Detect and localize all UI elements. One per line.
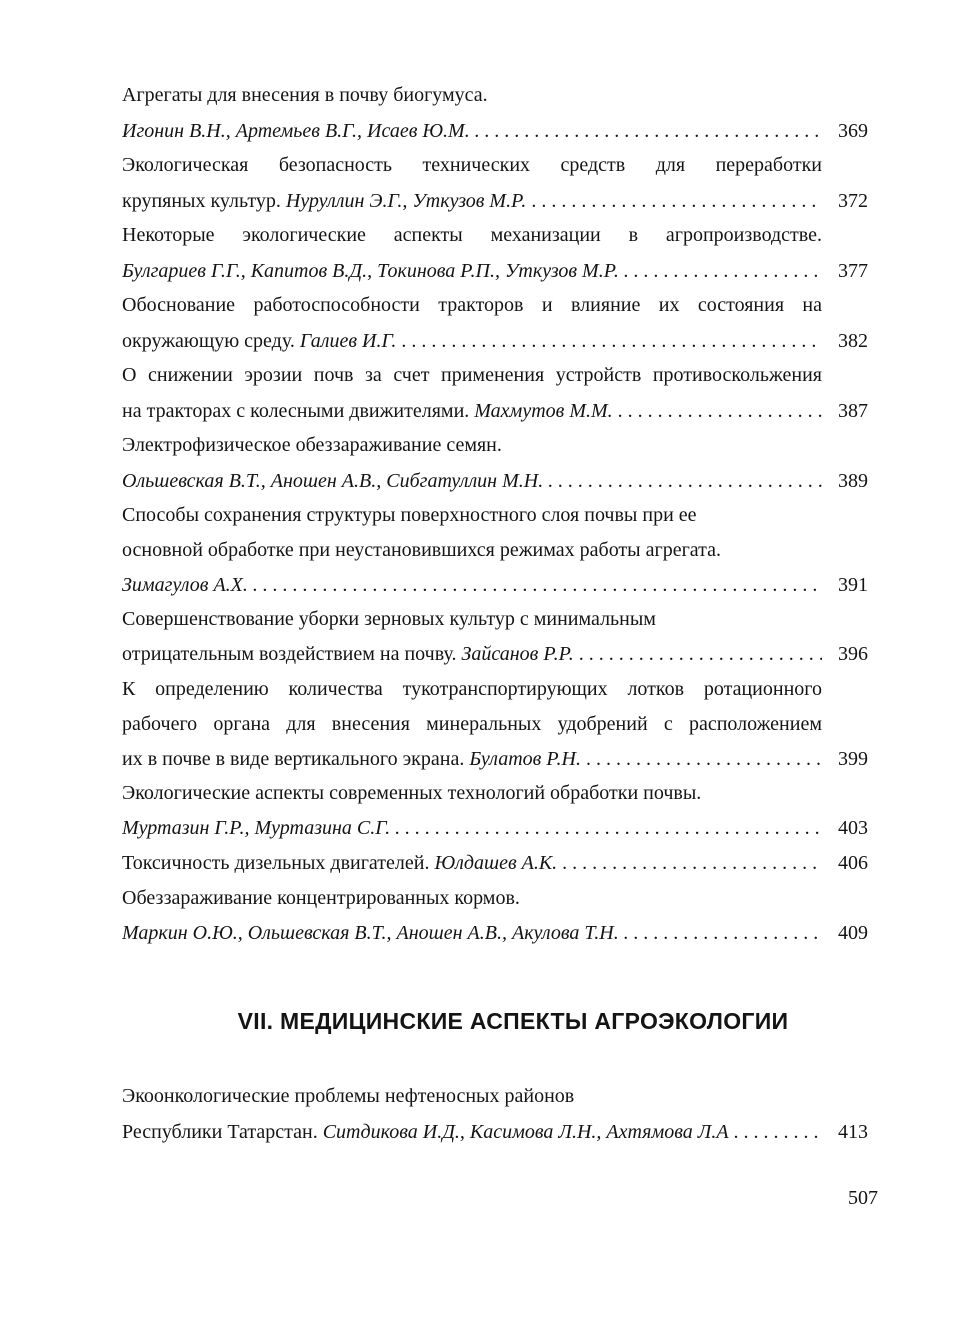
toc-entry-title: основной обработке при неустановившихся режимах работы агрегата. <box>122 539 721 561</box>
toc-page-number: 399 <box>838 748 868 770</box>
toc-entry-authors: Юлдашев А.К. <box>434 852 558 874</box>
toc-page-number: 372 <box>838 190 868 212</box>
toc-page-number: 409 <box>838 922 868 944</box>
toc-entry-authors: Маркин О.Ю., Ольшевская В.Т., Аношен А.В., Акулова Т.Н. . . . <box>122 918 822 948</box>
toc-entry-title: Агрегаты для внесения в почву биогумуса. <box>122 84 488 106</box>
toc-page-number: 387 <box>838 400 868 422</box>
toc-page-number: 396 <box>838 643 868 665</box>
toc-page-number: 403 <box>838 817 868 839</box>
toc-entry-authors: Муртазин Г.Р., Муртазина С.Г. . . . <box>122 813 822 843</box>
toc-entry-last-line <box>122 396 822 426</box>
toc-entry-last-line <box>122 848 822 878</box>
toc-entry-last-line <box>122 1117 822 1147</box>
toc-entry-title: Способы сохранения структуры поверхностного слоя почвы при ее <box>122 504 697 526</box>
toc-page-number: 406 <box>838 852 868 874</box>
toc-entry-title: Экологические аспекты современных технологий обработки почвы. <box>122 782 702 804</box>
toc-entry-title: Республики Татарстан. <box>122 1121 318 1143</box>
toc-entry-title: Некоторые экологические аспекты механизации в агропроизводстве. <box>122 224 822 246</box>
toc-page-number: 389 <box>838 470 868 492</box>
toc-page-number: 391 <box>838 574 868 596</box>
toc-entry-authors: Булатов Р.Н. <box>469 748 581 770</box>
toc-entry-last-line <box>122 639 822 669</box>
toc-entry-title: на тракторах с колесными движителями. <box>122 400 470 422</box>
toc-entry-authors: Зимагулов А.Х. . . . <box>122 570 822 600</box>
toc-entry-title: Экологическая безопасность технических средств для переработки <box>122 154 822 176</box>
toc-page-number: 369 <box>838 120 868 142</box>
toc-entry-title: Обеззараживание концентрированных кормов. <box>122 887 520 909</box>
toc-entry-title: Электрофизическое обеззараживание семян. <box>122 434 502 456</box>
toc-entry-title: отрицательным воздействием на почву. <box>122 643 457 665</box>
toc-page-number: 377 <box>838 260 868 282</box>
page-number: 507 <box>848 1187 878 1209</box>
toc-entry-title: окружающую среду. <box>122 330 295 352</box>
toc-entry-title: Токсичность дизельных двигателей. <box>122 852 430 874</box>
toc-entry-title: Совершенствование уборки зерновых культур с минимальным <box>122 608 656 630</box>
toc-entry-authors: Зайсанов Р.Р. <box>461 643 574 665</box>
toc-entry-title: крупяных культур. <box>122 190 281 212</box>
toc-entry-title: О снижении эрозии почв за счет применения устройств противоскольжения <box>122 364 822 386</box>
toc-entry-authors: Нуруллин Э.Г., Уткузов М.Р. <box>285 190 527 212</box>
toc-page-number: 382 <box>838 330 868 352</box>
toc-entry-authors: Булгариев Г.Г., Капитов В.Д., Токинова Р.П., Уткузов М.Р. . . . <box>122 256 822 286</box>
toc-page-number: 413 <box>838 1121 868 1143</box>
toc-entry-last-line <box>122 326 822 356</box>
section-heading: VII. МЕДИЦИНСКИЕ АСПЕКТЫ АГРОЭКОЛОГИИ <box>237 1008 789 1034</box>
toc-entry-title: Обоснование работоспособности тракторов и влияние их состояния на <box>122 294 822 316</box>
toc-entry-last-line <box>122 744 822 774</box>
toc-entry-last-line <box>122 186 822 216</box>
toc-entry-authors: Игонин В.Н., Артемьев В.Г., Исаев Ю.М. . . . <box>122 116 822 146</box>
toc-entry-authors: Ольшевская В.Т., Аношен А.В., Сибгатуллин М.Н. . . . <box>122 466 822 496</box>
toc-entry-authors: Ситдикова И.Д., Касимова Л.Н., Ахтямова Л.А <box>322 1121 729 1143</box>
toc-entry-authors: Махмутов М.М. <box>474 400 613 422</box>
toc-entry-title: К определению количества тукотранспортирующих лотков ротационного <box>122 678 822 700</box>
toc-entry-title: рабочего органа для внесения минеральных удобрений с расположением <box>122 713 822 735</box>
toc-entry-title: их в почве в виде вертикального экрана. <box>122 748 465 770</box>
toc-entry-authors: Галиев И.Г. <box>299 330 397 352</box>
toc-entry-title: Экоонкологические проблемы нефтеносных районов <box>122 1085 575 1107</box>
